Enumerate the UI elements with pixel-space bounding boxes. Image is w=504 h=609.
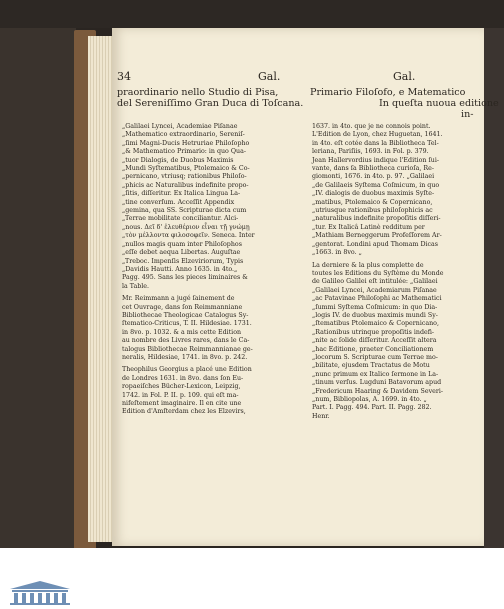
- left-column-line: „Davidis Hautti. Anno 1635. in 4to.„: [122, 265, 238, 273]
- right-column-line: La derniere & la plus complette de: [312, 261, 424, 269]
- right-column-line: „Mathiam Berneggerum Profeſſorem Ar-: [312, 232, 442, 240]
- right-column-line: de Galileo Galilei eſt intitulée: „Galilaei: [312, 278, 438, 286]
- page-number: 34: [117, 70, 131, 83]
- left-column-line: „nous. Δεῖ δ' ἐλευθέριον εἶναι τῇ γνώμῃ: [122, 223, 250, 231]
- left-column-line: „τὸν μέλλοντα φιλοσοφεῖν. Seneca. Inter: [122, 232, 255, 240]
- left-column-line: ropaeiſches Bücher-Lexicon, Leipzig,: [122, 383, 241, 391]
- left-column-line: „tuor Dialogis, de Duobus Maximis: [122, 156, 234, 164]
- right-column-line: „gentorat. Londini apud Thomam Dicas: [312, 240, 439, 248]
- left-column-line: 1742. in Fol. P. II. p. 109. qui eſt ma-: [122, 391, 239, 399]
- right-column-line: „ac Patavinae Philoſophi ac Mathematici: [312, 295, 442, 303]
- left-column-line: Pagg. 495. Sans les pieces liminaires &: [122, 274, 248, 282]
- right-column-line: Part. I. Pagg. 494. Part. II. Pagg. 282.: [312, 404, 432, 412]
- right-column-line: L'Edition de Lyon, chez Huguetan, 1641.: [312, 131, 443, 139]
- right-column-line: „Rationibus utrinque propoſitis indefi-: [312, 328, 435, 336]
- right-column-line: „tinum verſus. Lugduni Batavorum apud: [312, 379, 442, 387]
- lead-right-line-2: In queſta nuoua editione: [379, 98, 499, 109]
- scan-background-left: [0, 28, 76, 548]
- right-column-line: „naturalibus indefinite propoſitis diſſeri-: [312, 215, 441, 223]
- left-column-line: „ſimi Magni-Ducis Hetruriae Philoſopho: [122, 139, 250, 147]
- lead-right-line-3: in-: [461, 109, 474, 120]
- left-column-line: in 8vo. p. 1032. & a mis cette Edition: [122, 328, 242, 336]
- right-column-line: „IV. dialogis de duobus maximis Syſte-: [312, 190, 435, 198]
- left-column-line: la Table.: [122, 282, 150, 290]
- right-column-line: „hac Editione, praeter Conciliationem: [312, 345, 434, 353]
- left-column-line: neralis, Hildesiae, 1741. in 8vo. p. 242.: [122, 353, 248, 361]
- right-column-line: toutes les Editions du Syſtème du Monde: [312, 269, 444, 277]
- library-logo-icon: [6, 579, 74, 605]
- right-column-line: leriana, Pariſiis, 1693. in Fol. p. 379.: [312, 148, 429, 156]
- right-column-line: „logis IV. de duobus maximis mundi Sy-: [312, 311, 438, 319]
- book-page: [112, 28, 499, 546]
- left-text-column: [122, 123, 255, 417]
- left-column-line: ſtematico-Criticus, T. II. Hildesiae. 1731.: [122, 320, 252, 328]
- lead-left-line-2: del Sereniſſimo Gran Duca di Toſcana.: [117, 98, 304, 109]
- left-column-line: „Treboc. Impenſis Elzeviriorum, Typis: [122, 257, 244, 265]
- left-column-line: „tine converſum. Acceſſit Appendix: [122, 198, 235, 206]
- left-column-line: au nombre des Livres rares, dans le Ca-: [122, 337, 250, 345]
- left-column-line: Mr. Reimmann a jugé ſainement de: [122, 295, 235, 303]
- right-column-line: „1663. in 8vo. „: [312, 249, 362, 257]
- right-column-line: Henr.: [312, 412, 330, 420]
- left-column-line: nifeſtement imaginaire. Il en cite une: [122, 400, 242, 407]
- left-column-line: „pernicano, vtriusq; rationibus Philoſo-: [122, 173, 247, 181]
- left-column-line: talogus Bibliothecae Reimmannianae ge-: [122, 345, 253, 353]
- left-column-line: „phicis ac Naturalibus indefinite propo-: [122, 181, 249, 189]
- left-column-line: Edition d'Amſterdam chez les Elzevirs,: [122, 408, 246, 416]
- right-column-line: „num, Bibliopolas, A. 1699. in 4to. „: [312, 396, 427, 403]
- left-column-line: de Londres 1631. in 8vo. dans ſon Eu-: [122, 374, 244, 382]
- left-column-line: „& Mathematico Primario: in quo Qua-: [122, 148, 246, 156]
- right-column-line: „ſtematibus Ptolemaico & Copernicano,: [312, 320, 439, 328]
- left-column-line: „Galilaei Lyncei, Academiae Piſanae: [122, 123, 238, 130]
- running-head-left: Gal.: [258, 70, 281, 83]
- right-column-line: „de Galilaeis Syſtema Coſmicum, in quo: [312, 181, 440, 189]
- left-column-line: Theophilus Georgius a placé une Edition: [122, 366, 252, 374]
- right-column-line: „nite ac ſolide diſſeritur. Acceſſit altera: [312, 337, 437, 345]
- right-text-column: [312, 123, 444, 421]
- left-column-line: „nullos magis quam inter Philoſophos: [122, 240, 242, 248]
- left-column-line: „Terrae mobilitate conciliantur. Alci-: [122, 215, 239, 223]
- right-column-line: „ſummi Syſtema Coſmicum: in quo Dia-: [312, 303, 438, 311]
- lead-left-line-1: praordinario nello Studio di Pisa,: [117, 87, 279, 98]
- left-column-line: cet Ouvrage, dans ſon Reimmanniane: [122, 303, 243, 311]
- right-column-line: „nunc primum ex Italico ſermone in La-: [312, 370, 439, 378]
- left-column-line: „Mundi Syſtematibus, Ptolemaico & Co-: [122, 165, 250, 173]
- running-head-right: Gal.: [393, 70, 416, 83]
- right-column-line: „matibus, Ptolemaico & Copernicano,: [312, 198, 433, 206]
- right-column-line: vante, dans ſa Bibliotheca curioſa, Re-: [312, 165, 434, 173]
- right-column-line: „Galilaei Lyncei, Academiarum Piſanae: [312, 286, 437, 294]
- right-column-line: „utriusque rationibus philoſophicis ac: [312, 207, 433, 215]
- scan-footer-area: [0, 548, 504, 609]
- right-column-line: giomonti, 1676. in 4to. p. 97. „Galilaei: [312, 173, 435, 181]
- lead-right-line-1: Primario Filoſofo, e Matematico: [310, 87, 466, 98]
- right-column-line: „bilitate, ejusdem Tractatus de Motu: [312, 362, 430, 370]
- right-column-line: „tur. Ex Italicâ Latinè redditum per: [312, 223, 425, 231]
- right-column-line: in 4to. eſt cotée dans la Bibliotheca Tel-: [312, 139, 439, 147]
- left-column-line: „eſſe debet aequa Libertas. Auguſtae: [122, 249, 241, 257]
- right-column-line: „locorum S. Scripturae cum Terrae mo-: [312, 353, 438, 361]
- right-column-line: 1637. in 4to. que je ne connois point.: [312, 123, 431, 130]
- left-column-line: „ſitis, diſſeritur. Ex Italica Lingua La-: [122, 190, 241, 198]
- left-column-line: Bibliothecae Theologicae Catalogus Sy-: [122, 311, 249, 319]
- right-column-line: „Fredericum Haaring & Davidem Severi-: [312, 387, 444, 395]
- left-column-line: „gemina, qua SS. Scripturae dicta cum: [122, 207, 247, 215]
- scan-background-top: [0, 0, 504, 28]
- right-column-line: Jean Hallervordius indique l'Edition ſui-: [312, 156, 439, 164]
- left-column-line: „Mathematico extraordinario, Sereniſ-: [122, 131, 245, 139]
